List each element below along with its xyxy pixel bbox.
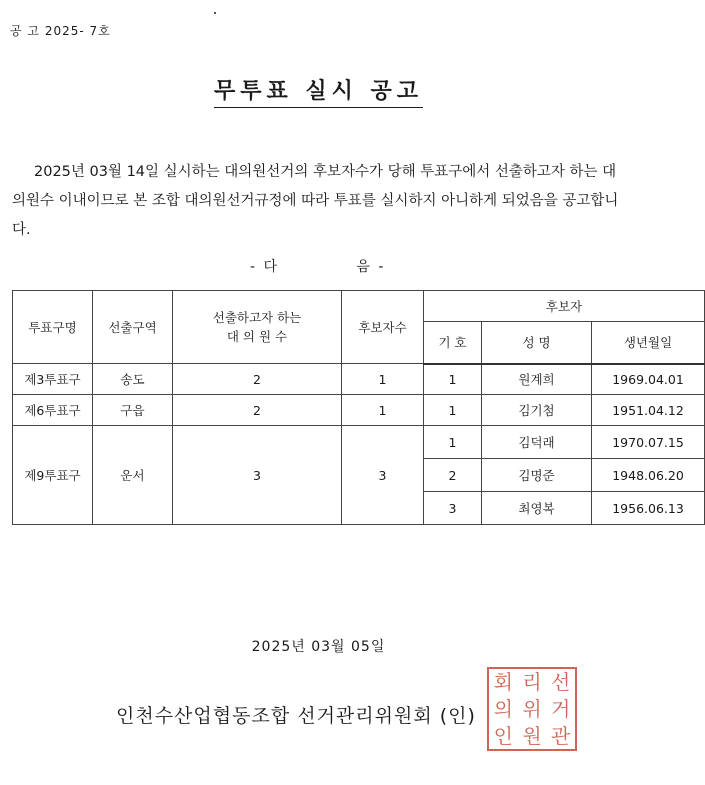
header-area: 선출구역 — [93, 291, 173, 364]
area-cell: 송도 — [93, 364, 173, 395]
birth-cell: 1969.04.01 — [592, 364, 705, 395]
seal-char: 의 — [493, 696, 513, 721]
header-name: 성 명 — [482, 322, 592, 364]
symbol-cell: 3 — [424, 492, 482, 525]
district-cell: 제6투표구 — [13, 395, 93, 426]
name-cell: 김덕래 — [482, 426, 592, 459]
table-row — [13, 426, 705, 459]
symbol-cell: 1 — [424, 364, 482, 395]
seal-char: 회 — [493, 670, 513, 695]
header-candidate-count: 후보자수 — [342, 291, 424, 364]
seats-cell: 2 — [173, 364, 342, 395]
header-seats-line2: 대 의 원 수 — [226, 329, 288, 344]
count-cell: 1 — [342, 364, 424, 395]
seal-char: 거 — [550, 696, 571, 721]
header-seats — [173, 291, 342, 364]
birth-cell: 1951.04.12 — [592, 395, 705, 426]
count-cell: 1 — [342, 395, 424, 426]
notice-date: 2025년 03월 05일 — [251, 639, 386, 655]
seats-cell: 3 — [173, 426, 342, 525]
count-cell: 3 — [342, 426, 424, 525]
district-cell: 제9투표구 — [13, 426, 93, 525]
name-cell: 김기첨 — [482, 395, 592, 426]
name-cell: 최영복 — [482, 492, 592, 525]
area-cell: 운서 — [93, 426, 173, 525]
notice-body: 2025년 03월 14일 실시하는 대의원선거의 후보자수가 당해 투표구에서 선출하고자 하는 대의원수 이내이므로 본 조합 대의원선거규정에 따라 투표를 실시하지 아니하게 되었음을 공고합니다. — [12, 164, 619, 238]
subheading: - 다 음 - — [250, 259, 386, 275]
name-cell: 원계희 — [482, 364, 592, 395]
seal-char: 리 — [522, 670, 542, 695]
candidate-table — [12, 290, 705, 525]
seal-char: 원 — [522, 723, 542, 748]
symbol-cell: 2 — [424, 459, 482, 492]
birth-cell: 1956.06.13 — [592, 492, 705, 525]
birth-cell: 1970.07.15 — [592, 426, 705, 459]
seal-char: 선 — [550, 670, 571, 695]
seats-cell: 2 — [173, 395, 342, 426]
table-row — [13, 364, 705, 395]
seal-char: 관 — [550, 723, 571, 748]
header-seats-line1: 선출하고자 하는 — [212, 310, 302, 325]
signer-name: 인천수산업협동조합 선거관리위원회 (인) — [116, 705, 476, 727]
symbol-cell: 1 — [424, 426, 482, 459]
name-cell: 김명준 — [482, 459, 592, 492]
area-cell: 구읍 — [93, 395, 173, 426]
official-seal — [487, 667, 577, 751]
table-row — [13, 395, 705, 426]
seal-char: 위 — [522, 696, 542, 721]
seal-char: 인 — [493, 723, 513, 748]
scan-speck — [214, 12, 216, 14]
birth-cell: 1948.06.20 — [592, 459, 705, 492]
header-district: 투표구명 — [13, 291, 93, 364]
title-text: 무투표 실시 공고 — [214, 74, 423, 108]
header-symbol: 기 호 — [424, 322, 482, 364]
notice-number: 공 고 2025- 7호 — [10, 24, 111, 38]
page-title — [0, 74, 637, 108]
symbol-cell: 1 — [424, 395, 482, 426]
district-cell: 제3투표구 — [13, 364, 93, 395]
header-candidates: 후보자 — [424, 291, 705, 322]
header-birth: 생년월일 — [592, 322, 705, 364]
